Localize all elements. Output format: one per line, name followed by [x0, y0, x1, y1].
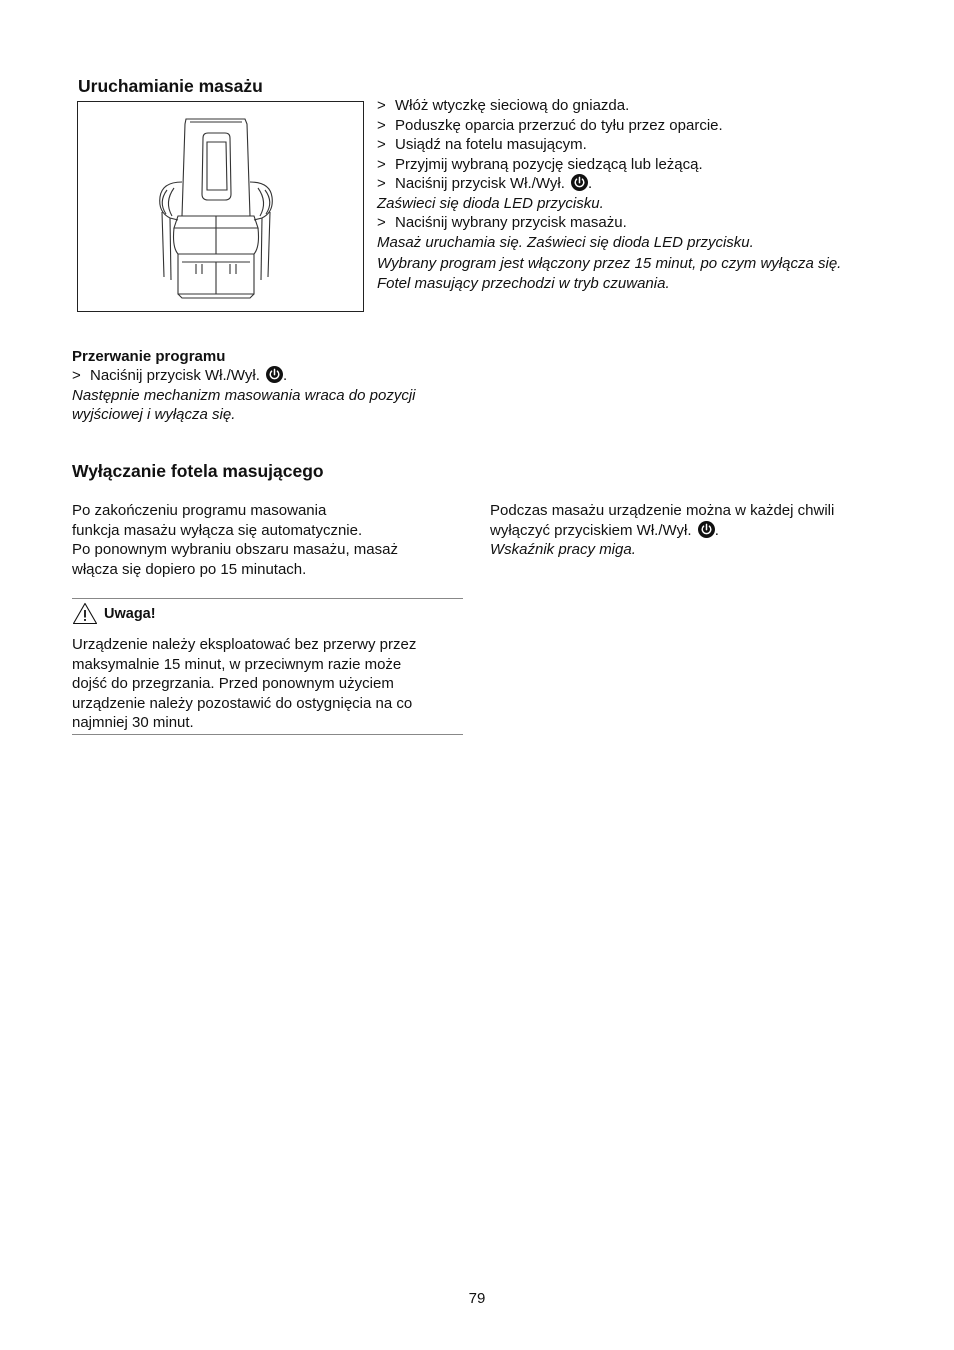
warning-line-4: urządzenie należy pozostawić do ostygnięcia na co [72, 694, 413, 712]
turn-off-line-2: funkcja masażu wyłącza się automatycznie. [72, 521, 363, 539]
warning-line-2: maksymalnie 15 minut, w przeciwnym razie może [72, 655, 402, 673]
step-2: > Poduszkę oparcia przerzuć do tyłu przez oparcie. [377, 116, 723, 134]
interrupt-step: > Naciśnij przycisk Wł./Wył. . [72, 367, 288, 384]
step-3: > Usiądź na fotelu masującym. [377, 136, 587, 153]
note-led-on: Zaświeci się dioda LED przycisku. [377, 194, 604, 212]
step-5: > Naciśnij przycisk Wł./Wył. . [377, 175, 593, 192]
step-6: > Naciśnij wybrany przycisk masażu. [377, 214, 627, 231]
start-instructions [377, 96, 937, 293]
step-1: > Włóż wtyczkę sieciową do gniazda. [377, 97, 630, 114]
warning-triangle-icon [72, 602, 98, 625]
section-title-start-massage: Uruchamianie masażu [78, 76, 263, 96]
massage-chair-illustration [78, 102, 363, 311]
turn-off-right-line-1: Podczas masażu urządzenie można w każdej chwili [490, 502, 835, 519]
step-4: > Przyjmij wybraną pozycję siedzącą lub leżącą. [377, 155, 703, 173]
note-massage-starts: Masaż uruchamia się. Zaświeci się dioda LED przycisku. [377, 233, 754, 251]
warning-line-3: dojść do przegrzania. Przed ponownym użyciem [72, 675, 394, 692]
warning-line-5: najmniej 30 minut. [72, 714, 194, 731]
turn-off-line-3: Po ponownym wybraniu obszaru masażu, masaż [72, 541, 398, 558]
power-icon [571, 174, 588, 191]
warning-bottom-rule [72, 734, 463, 735]
turn-off-line-1: Po zakończeniu programu masowania [72, 502, 327, 519]
warning-top-rule [72, 598, 463, 599]
chair-figure [77, 101, 364, 312]
warning-line-1: Urządzenie należy eksploatować bez przerwy przez [72, 636, 417, 653]
note-program-duration: Wybrany program jest włączony przez 15 minut, po czym wyłącza się. [377, 255, 842, 272]
turn-off-right-text [490, 501, 940, 560]
section-title-interrupt: Przerwanie programu [72, 348, 226, 365]
warning-text [72, 635, 472, 733]
page-number: 79 [468, 1290, 486, 1307]
warning-title: Uwaga! [104, 606, 156, 622]
turn-off-right-line-2: wyłączyć przyciskiem Wł./Wył. . [490, 521, 719, 539]
power-icon [266, 366, 283, 383]
turn-off-line-4: włącza się dopiero po 15 minutach. [72, 560, 307, 578]
note-standby: Fotel masujący przechodzi w tryb czuwania. [377, 274, 670, 292]
interrupt-note-line-2: wyjściowej i wyłącza się. [72, 406, 236, 423]
interrupt-program-section [72, 347, 472, 425]
turn-off-left-text [72, 501, 472, 579]
power-icon [698, 521, 715, 538]
interrupt-note-line-1: Następnie mechanizm masowania wraca do pozycji [72, 386, 416, 404]
indicator-blinks-note: Wskaźnik pracy miga. [490, 541, 636, 558]
section-title-turn-off: Wyłączanie fotela masującego [72, 461, 324, 481]
